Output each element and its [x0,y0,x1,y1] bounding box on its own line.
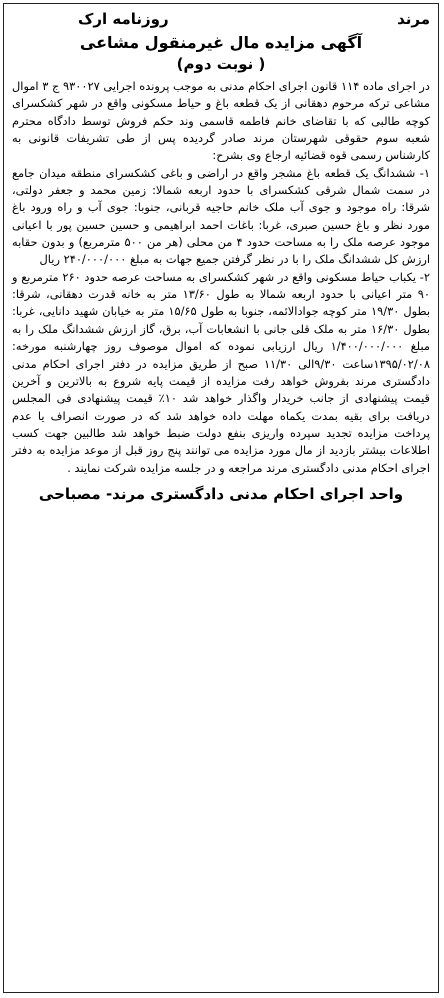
newspaper-name: روزنامه ارک [78,10,169,28]
city-name: مرند [397,10,430,28]
notice-clipping [3,3,439,993]
notice-item-1: ۱- ششدانگ یک قطعه باغ مشجر واقع در اراضی و باغی کشکسرای منطقه میدان جامع در سمت شمال شرقی کشکسرای با حدود اربعه شمالا: زمین محمد و جعفر دولتی، شرقا: راه موجود و جوی آب ملک خانم حاجیه قربانی، جنوبا: جوی آب و راه ورود باغ مورد نظر و باغ حسین صبری، غربا: باغات احمد ابراهیمی و حسین حسین پور با اعیانی موجود عرصه ملک را به مساحت حدود ۴ من محلی (هر من ۵۰۰ مترمربع) و بدون حقابه ارزش کل ششدانگ ملک را با در نظر گرفتن جمیع جهات به مبلغ ۲۴۰/۰۰۰/۰۰۰ ریال [12,165,430,267]
notice-title: آگهی مزایده مال غیرمنقول مشاعی [79,33,363,52]
notice-item-2: ۲- یکباب حیاط مسکونی واقع در شهر کشکسرای به مساحت عرصه حدود ۲۶۰ مترمربع و ۹۰ متر اعیانی با حدود اربعه شمالا به طول ۱۳/۶۰ متر به خانه قدرت دهقانی، شرقا: بطول ۱۹/۳۰ متر کوچه جوادالائمه، جنوبا به طول ۱۵/۶۵ متر به خیابان شهید دانایی، غربا: بطول ۱۶/۳۰ متر به ملک قلی جانی با انشعابات آب، برق، گاز ارزش ششدانگ ملک را به مبلغ ۱/۴۰۰/۰۰۰/۰۰۰ ریال ارزیابی نموده که اموال موصوف روز چهارشنبه مورخه: ۱۳۹۵/۰۲/۰۸ساعت ۹/۳۰الی ۱۱/۳۰ صبح از طریق مزایده در دفتر اجرای احکام مدنی دادگستری مرند بفروش خواهد رفت مزایده از قیمت پایه شروع به بالاترین و آخرین قیمت پیشنهادی از جانب خریدار واگذار خواهد شد ۱۰٪ قیمت پیشنهادی فی المجلس دریافت برای بقیه بمدت یکماه مهلت داده خواهد شد که در صورت انصراف یا عدم پرداخت مزایده تجدید سپرده واریزی بنفع دولت ضبط خواهد شد طالبین جهت کسب اطلاعات بیشتر بازدید از مال مورد مزایده می توانند پنج روز قبل از موعد مزایده به دفتر اجرای احکام مدنی دادگستری مرند مراجعه و در جلسه مزایده شرکت نمایند . [12,269,431,475]
newspaper-header [4,8,438,34]
notice-round: ( نوبت دوم) [176,55,266,73]
notice-intro-paragraph: در اجرای ماده ۱۱۴ قانون اجرای احکام مدنی به موجب پرونده اجرایی ۹۳۰۰۲۷ ج ۳ اموال مشاعی ترکه مرحوم دهقانی از یک قطعه باغ و حیاط مسکونی واقع در شهر کشکسرای کوچه طالبی که با تقاضای خانم فاطمه قاسمی وند حکم فروش توسط دادگاه محترم شعبه سوم حقوقی شهرستان مرند صادر گردیده پس از طی تشریفات قانونی به کارشناس رسمی قوه قضائیه ارجاع وی بشرح: [12,79,430,163]
notice-body [4,74,438,477]
issuer-signature: واحد اجرای احکام مدنی دادگستری مرند- مصباحی [38,484,404,503]
